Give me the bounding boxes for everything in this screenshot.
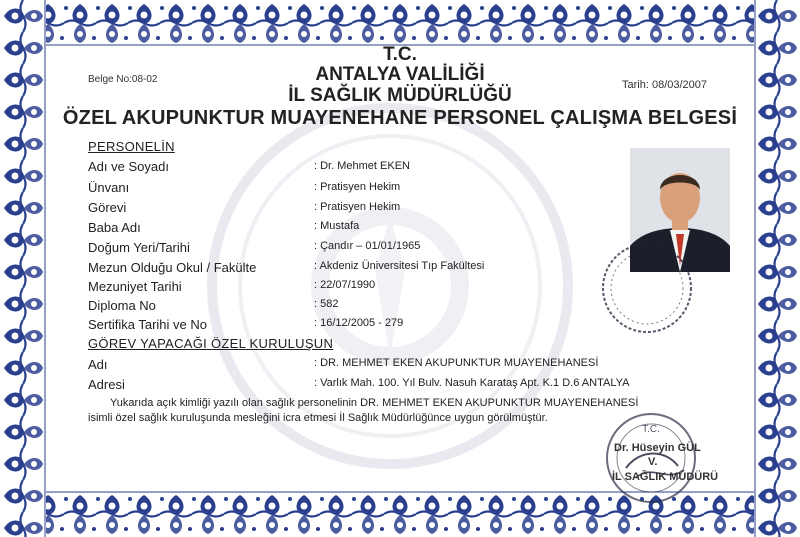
field-label-dogum: Doğum Yeri/Tarihi <box>88 240 190 255</box>
field-value-sertifika: : 16/12/2005 - 279 <box>314 317 404 329</box>
field-value-adres: : Varlık Mah. 100. Yıl Bulv. Nasuh Karataş Apt. K.1 D.6 ANTALYA <box>314 377 630 389</box>
field-label-diploma: Diploma No <box>88 298 156 313</box>
field-label-okul: Mezun Olduğu Okul / Fakülte <box>88 260 257 275</box>
field-label-mezuniyet: Mezuniyet Tarihi <box>88 279 182 294</box>
field-label-sertifika: Sertifika Tarihi ve No <box>88 317 207 332</box>
field-value-unvan: : Pratisyen Hekim <box>314 181 401 193</box>
svg-text:T.C.: T.C. <box>642 424 660 435</box>
field-value-diploma: : 582 <box>314 298 339 310</box>
section-personel-title: PERSONELİN <box>88 139 175 154</box>
field-value-kurulus-adi: : DR. MEHMET EKEN AKUPUNKTUR MUAYENEHANESİ <box>314 357 599 369</box>
field-label-gorev: Görevi <box>88 200 127 215</box>
field-value-name: : Dr. Mehmet EKEN <box>314 160 410 172</box>
signatory-v: V. <box>648 456 658 468</box>
field-label-baba-adi: Baba Adı <box>88 220 141 235</box>
signatory-title: İL SAĞLIK MÜDÜRÜ <box>612 471 719 483</box>
signatory-name: Dr. Hüseyin GÜL <box>614 442 701 454</box>
ornamental-border-top <box>0 0 800 46</box>
section-kurulus-title: GÖREV YAPACAĞI ÖZEL KURULUŞUN <box>88 336 334 351</box>
document-date: Tarih: 08/03/2007 <box>622 79 708 91</box>
field-value-okul: : Akdeniz Üniversitesi Tıp Fakültesi <box>314 260 485 272</box>
header-tc: T.C. <box>383 44 417 65</box>
belge-no: Belge No:08-02 <box>88 74 158 85</box>
statement-line-2: isimli özel sağlık kuruluşunda mesleğini icra etmesi İl Sağlık Müdürlüğünce uygun görülmüştür. <box>88 412 548 424</box>
statement-line-1: Yukarıda açık kimliği yazılı olan sağlık personelinin DR. MEHMET EKEN AKUPUNKTUR MUAYENEHANESİ <box>110 397 639 409</box>
field-value-mezuniyet: : 22/07/1990 <box>314 279 376 291</box>
official-seal-stamp <box>592 238 702 338</box>
field-label-adres: Adresi <box>88 377 125 392</box>
field-label-kurulus-adi: Adı <box>88 357 108 372</box>
header-valilik: ANTALYA VALİLİĞİ <box>315 64 485 85</box>
field-value-baba-adi: : Mustafa <box>314 220 360 232</box>
field-label-name: Adı ve Soyadı <box>88 159 169 174</box>
field-value-gorev: : Pratisyen Hekim <box>314 201 401 213</box>
field-value-dogum: : Çandır – 01/01/1965 <box>314 240 421 252</box>
header-mudurluk: İL SAĞLIK MÜDÜRLÜĞÜ <box>288 85 512 106</box>
field-label-unvan: Ünvanı <box>88 180 130 195</box>
document-title: ÖZEL AKUPUNKTUR MUAYENEHANE PERSONEL ÇALIŞMA BELGESİ <box>62 107 738 129</box>
